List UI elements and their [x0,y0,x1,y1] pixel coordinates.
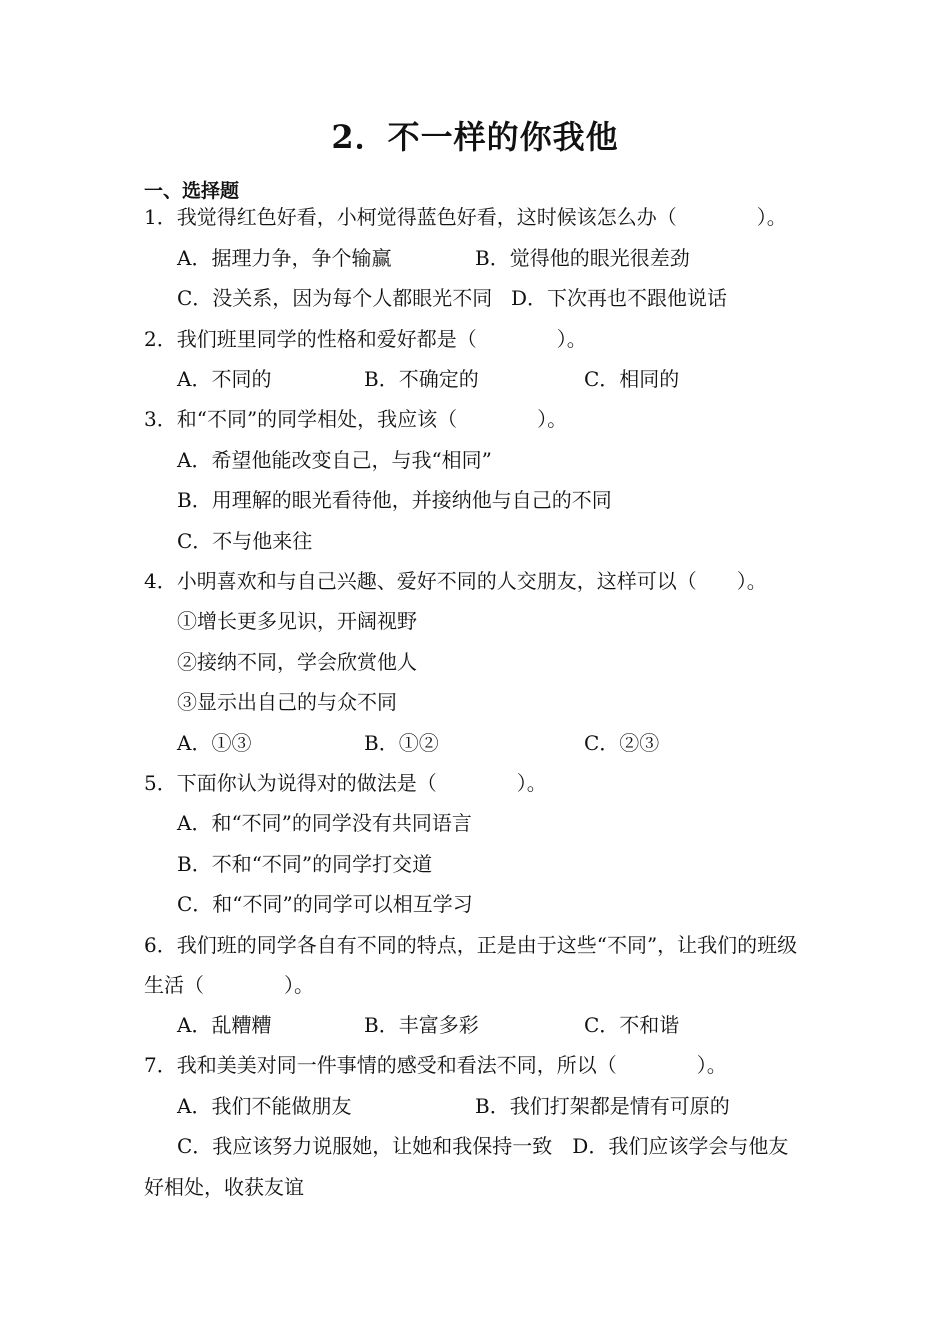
section-heading: 一、选择题 [144,180,240,202]
question-5-stem: 5．下面你认为说得对的做法是（ ）。 [144,771,547,795]
question-5-option-a: A．和“不同”的同学没有共同语言 [177,811,472,835]
question-2-option-c: C．相同的 [584,367,680,391]
page-title: 2．不一样的你我他 [331,118,619,156]
question-6-option-c: C．不和谐 [584,1013,680,1037]
question-5-option-b: B．不和“不同”的同学打交道 [177,852,433,876]
question-2-option-b: B．不确定的 [364,367,479,391]
question-3-option-c: C．不与他来往 [177,529,313,553]
question-3-option-b: B．用理解的眼光看待他，并接纳他与自己的不同 [177,488,612,512]
question-4-item-2: ②接纳不同，学会欣赏他人 [177,650,417,674]
question-7-option-c-d: C．我应该努力说服她，让她和我保持一致 D．我们应该学会与他友 [177,1134,789,1158]
question-6-option-a: A．乱糟糟 [177,1013,272,1037]
question-4-option-a: A．①③ [177,731,252,755]
question-7-stem: 7．我和美美对同一件事情的感受和看法不同，所以（ ）。 [144,1053,727,1077]
question-6-stem-line-2: 生活（ ）。 [144,973,314,997]
question-1-option-b: B．觉得他的眼光很差劲 [475,246,690,270]
question-1-stem: 1．我觉得红色好看，小柯觉得蓝色好看，这时候该怎么办（ ）。 [144,205,787,229]
question-7-option-b: B．我们打架都是情有可原的 [475,1094,730,1118]
question-1-option-a: A．据理力争，争个输赢 [177,246,392,270]
question-4-option-b: B．①② [364,731,439,755]
question-3-stem: 3．和“不同”的同学相处，我应该（ ）。 [144,407,568,431]
question-4-option-c: C．②③ [584,731,660,755]
question-7-continuation: 好相处，收获友谊 [144,1175,304,1199]
question-2-stem: 2．我们班里同学的性格和爱好都是（ ）。 [144,327,587,351]
question-4-item-1: ①增长更多见识，开阔视野 [177,609,417,633]
question-1-option-c: C．没关系，因为每个人都眼光不同 [177,286,493,310]
question-2-option-a: A．不同的 [177,367,272,391]
question-7-option-a: A．我们不能做朋友 [177,1094,352,1118]
question-4-stem: 4．小明喜欢和与自己兴趣、爱好不同的人交朋友，这样可以（ ）。 [144,569,767,593]
question-6-stem-line-1: 6．我们班的同学各自有不同的特点，正是由于这些“不同”，让我们的班级 [144,933,798,957]
question-1-option-d: D．下次再也不跟他说话 [511,286,728,310]
question-6-option-b: B．丰富多彩 [364,1013,479,1037]
question-3-option-a: A．希望他能改变自己，与我“相同” [177,448,492,472]
question-4-item-3: ③显示出自己的与众不同 [177,690,397,714]
question-5-option-c: C．和“不同”的同学可以相互学习 [177,892,473,916]
